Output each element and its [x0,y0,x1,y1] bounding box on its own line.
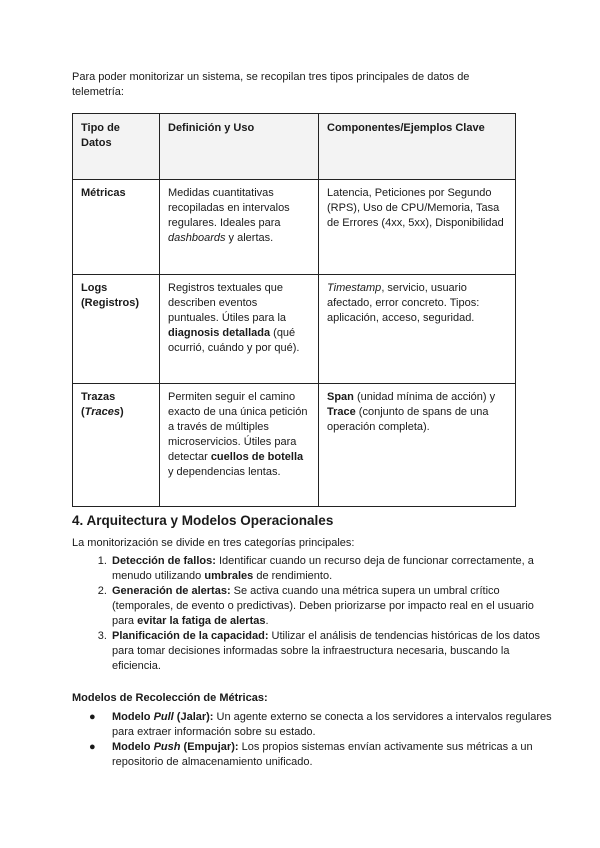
header-type: Tipo de Datos [73,114,160,180]
header-definition: Definición y Uso [160,114,319,180]
header-examples: Componentes/Ejemplos Clave [319,114,516,180]
row-definition-traces: Permiten seguir el camino exacto de una única petición a través de múltiples microservicios. Útiles para detectar cuellos de botella y dependencias lentas. [160,384,319,507]
list-item: 3. Planificación de la capacidad: Utilizar el análisis de tendencias históricas de los datos para tomar decisiones informadas sobre la infraestructura necesaria, buscando la eficiencia. [110,629,555,674]
telemetry-table [72,113,516,507]
section-title: 4. Arquitectura y Modelos Operacionales [72,513,334,528]
row-examples-logs: Timestamp, servicio, usuario afectado, error concreto. Tipos: aplicación, acceso, seguridad. [319,275,516,384]
list-item: 2. Generación de alertas: Se activa cuando una métrica supera un umbral crítico (temporales, de evento o predictivas). Deben priorizarse por impacto real en el usuario para evitar la fatiga de alertas. [110,584,555,629]
table-header-row [73,114,516,180]
row-type-traces: Trazas (Traces) [73,384,160,507]
categories-list [72,554,555,674]
bullet-icon: ● [89,741,96,753]
section-intro: La monitorización se divide en tres categorías principales: [72,537,355,549]
row-examples-metrics: Latencia, Peticiones por Segundo (RPS), Uso de CPU/Memoria, Tasa de Errores (4xx, 5xx), Disponibilidad [319,180,516,275]
row-type-logs: Logs (Registros) [73,275,160,384]
list-item: ● Modelo Push (Empujar): Los propios sistemas envían activamente sus métricas a un repositorio de almacenamiento unificado. [89,741,533,768]
table-row [73,180,516,275]
row-definition-metrics: Medidas cuantitativas recopiladas en intervalos regulares. Ideales para dashboards y alertas. [160,180,319,275]
models-list [72,710,560,770]
table-row [73,384,516,507]
row-definition-logs: Registros textuales que describen eventos puntuales. Útiles para la diagnosis detallada (qué ocurrió, cuándo y por qué). [160,275,319,384]
row-type-metrics: Métricas [73,180,160,275]
list-item: ● Modelo Pull (Jalar): Un agente externo se conecta a los servidores a intervalos regulares para extraer información sobre su estado. [89,711,552,738]
models-title: Modelos de Recolección de Métricas: [72,692,268,704]
intro-paragraph: Para poder monitorizar un sistema, se recopilan tres tipos principales de datos de telemetría: [72,71,470,98]
table-row [73,275,516,384]
list-item: 1. Detección de fallos: Identificar cuando un recurso deja de funcionar correctamente, a menudo utilizando umbrales de rendimiento. [110,554,555,584]
bullet-icon: ● [89,711,96,723]
row-examples-traces: Span (unidad mínima de acción) y Trace (conjunto de spans de una operación completa). [319,384,516,507]
